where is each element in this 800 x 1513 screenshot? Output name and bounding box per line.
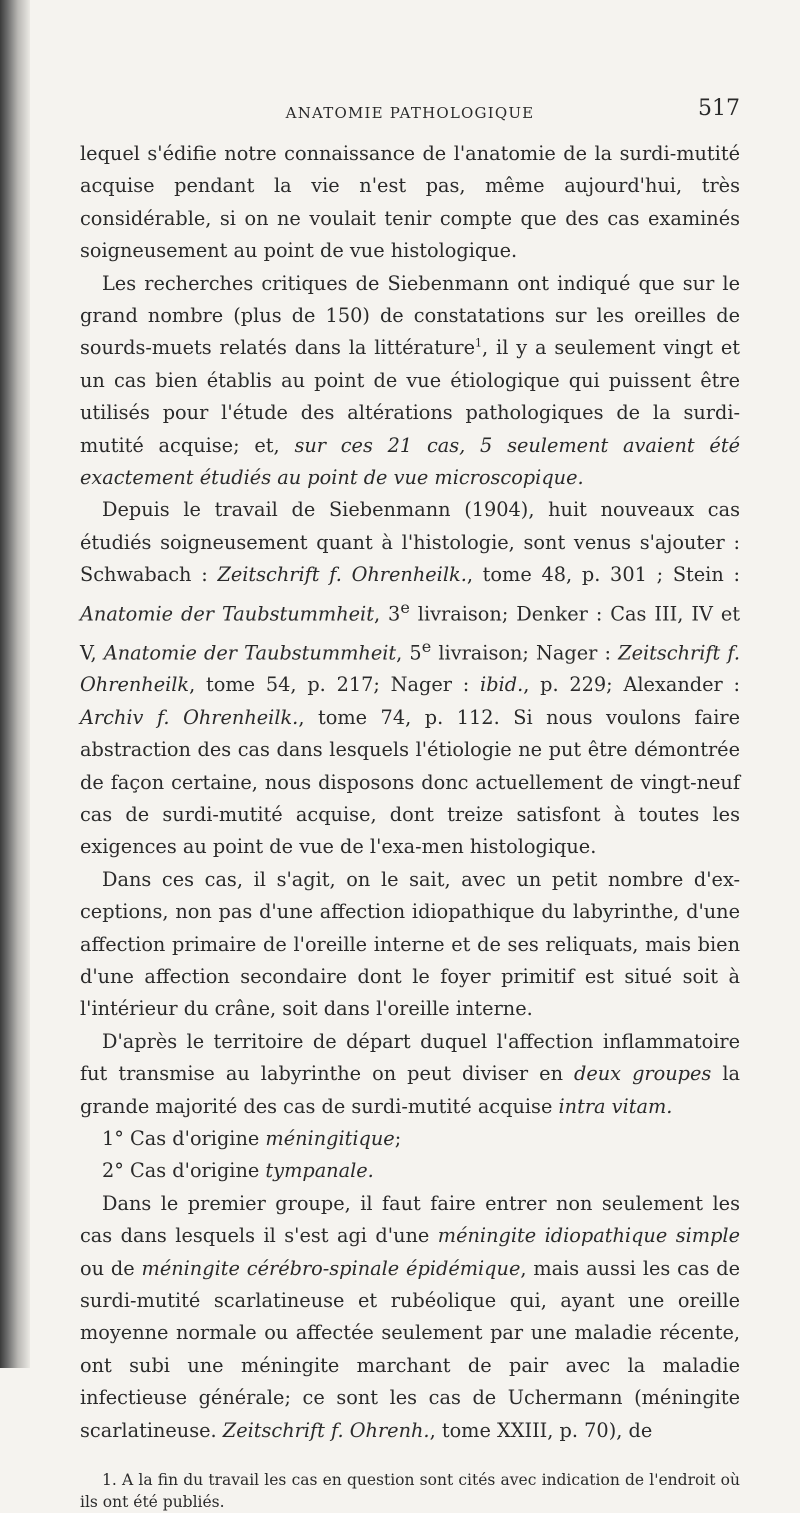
italic-text: Archiv f. Ohrenheilk. — [80, 705, 299, 729]
italic-text: deux groupes — [574, 1062, 712, 1086]
italic-text: Anatomie der Taubstummheit — [80, 602, 374, 626]
text-run: livraison; Nager : — [431, 640, 619, 664]
running-title: ANATOMIE PATHOLOGIQUE — [285, 104, 535, 122]
text-run: Dans ces cas, il s'agit, on le sait, avec un petit nombre d'ex-ceptions, non pas d'une affection idiopathique du labyrinthe, d'une affection primaire de l'oreille interne et de ses reliquats, mais bien d'une affection secondaire dont le foyer primitif est situé soit à l'intérieur du crâne, soit dans l'oreille interne. — [80, 867, 740, 1021]
text-run: , il y a seulement vingt et un cas bien établis au point de vue étiologique qui puissent être utilisés pour l'étude des altérations pathologiques de la surdi-mutité acquise; et, — [80, 336, 740, 457]
text-run: livraison; Denker : Cas III, IV et V, — [80, 602, 740, 664]
text-run: D'après le territoire de départ duquel l'affection inflammatoire fut transmise au labyrinthe on peut diviser en — [80, 1029, 740, 1086]
italic-text: Zeitschrift f. Ohrenh. — [222, 1418, 430, 1442]
text-run: Depuis le travail de Siebenmann (1904), huit nouveaux cas étudiés soigneusement quant à l'histologie, sont venus s'ajouter : Schwabach : — [80, 498, 740, 587]
text-run: ou de — [80, 1256, 142, 1280]
italic-text: tympanale. — [265, 1159, 374, 1183]
italic-text: sur ces 21 cas, 5 seulement avaient été exactement étudiés au point de vue microscopique. — [80, 433, 741, 490]
superscript: e — [421, 636, 432, 656]
text-run: la grande majorité des cas de surdi-mutité acquise — [80, 1062, 740, 1118]
paragraph — [80, 1188, 740, 1447]
text-run: , tome 74, p. 112. Si nous voulons faire abstraction des cas dans lesquels l'étiologie ne put être démontrée de façon certaine, nous disposons donc actuellement de vingt-neuf cas de surdi-mutité acquise, dont treize satisfont à toutes les exigences au point de vue de l'exa-men histologique. — [80, 705, 740, 859]
italic-text: méningitique — [265, 1127, 395, 1151]
italic-text: méningite cérébro-spinale épidémique — [141, 1256, 521, 1280]
text-run: lequel s'édifie notre connaissance de l'anatomie de la surdi-mutité acquise pendant la vie n'est pas, même aujourd'hui, très considérable, si on ne voulait tenir compte que des cas examinés soigneusement au point de vue histologique. — [80, 142, 740, 263]
italic-text: ibid. — [480, 673, 524, 697]
footnote-marker: 1. — [102, 1471, 117, 1490]
text-run: 1° Cas d'origine — [102, 1127, 266, 1151]
page-number: 517 — [698, 96, 740, 121]
superscript: e — [400, 597, 410, 617]
paragraph — [80, 494, 740, 863]
body-text — [80, 138, 740, 1447]
italic-text: Zeitschrift f. Ohrenheilk. — [217, 563, 467, 587]
text-run: , tome 54, p. 217; Nager : — [189, 673, 481, 697]
paragraph — [80, 138, 740, 268]
footnote — [80, 1469, 740, 1513]
text-run: , mais aussi les cas de surdi-mutité scarlatineuse et rubéolique qui, ayant une oreille moyenne normale ou affectée seulement par une maladie récente, ont subi une méningite marchant de pair avec la maladie infectieuse générale; ce sont les cas de Uchermann (méningite scarlatineuse. — [80, 1256, 740, 1442]
text-run: , tome 48, p. 301 ; Stein : — [466, 563, 740, 587]
text-run: ; — [394, 1127, 402, 1151]
running-header — [80, 96, 740, 130]
text-run: Dans le premier groupe, il faut faire entrer non seulement les cas dans lesquels il s'est agi d'une — [80, 1191, 740, 1248]
text-run: , 5 — [396, 640, 422, 664]
footnote-text: A la fin du travail les cas en question sont cités avec indication de l'endroit où ils ont été publiés. — [80, 1471, 740, 1512]
footnote-reference: 1 — [475, 337, 483, 351]
paragraph — [80, 268, 740, 495]
text-run: Les recherches critiques de Siebenmann ont indiqué que sur le grand nombre (plus de 150) de constatations sur les oreilles de sourds-muets relatés dans la littérature — [80, 271, 740, 360]
text-run: , p. 229; Alexander : — [523, 673, 740, 697]
text-run: 2° Cas d'origine — [102, 1159, 266, 1183]
italic-text: Anatomie der Taubstummheit — [103, 640, 397, 664]
text-run: , 3 — [373, 602, 401, 626]
book-binding-shadow — [0, 0, 30, 1368]
book-page — [80, 96, 740, 1513]
paragraph — [80, 1123, 740, 1155]
text-run: , tome XXIII, p. 70), de — [429, 1418, 653, 1442]
paragraph — [80, 1155, 740, 1187]
italic-text: intra vitam. — [558, 1094, 673, 1118]
italic-text: Zeitschrift f. Ohrenheilk — [80, 640, 740, 697]
italic-text: méningite idiopathique simple — [437, 1224, 740, 1248]
paragraph — [80, 1026, 740, 1123]
paragraph — [80, 864, 740, 1026]
